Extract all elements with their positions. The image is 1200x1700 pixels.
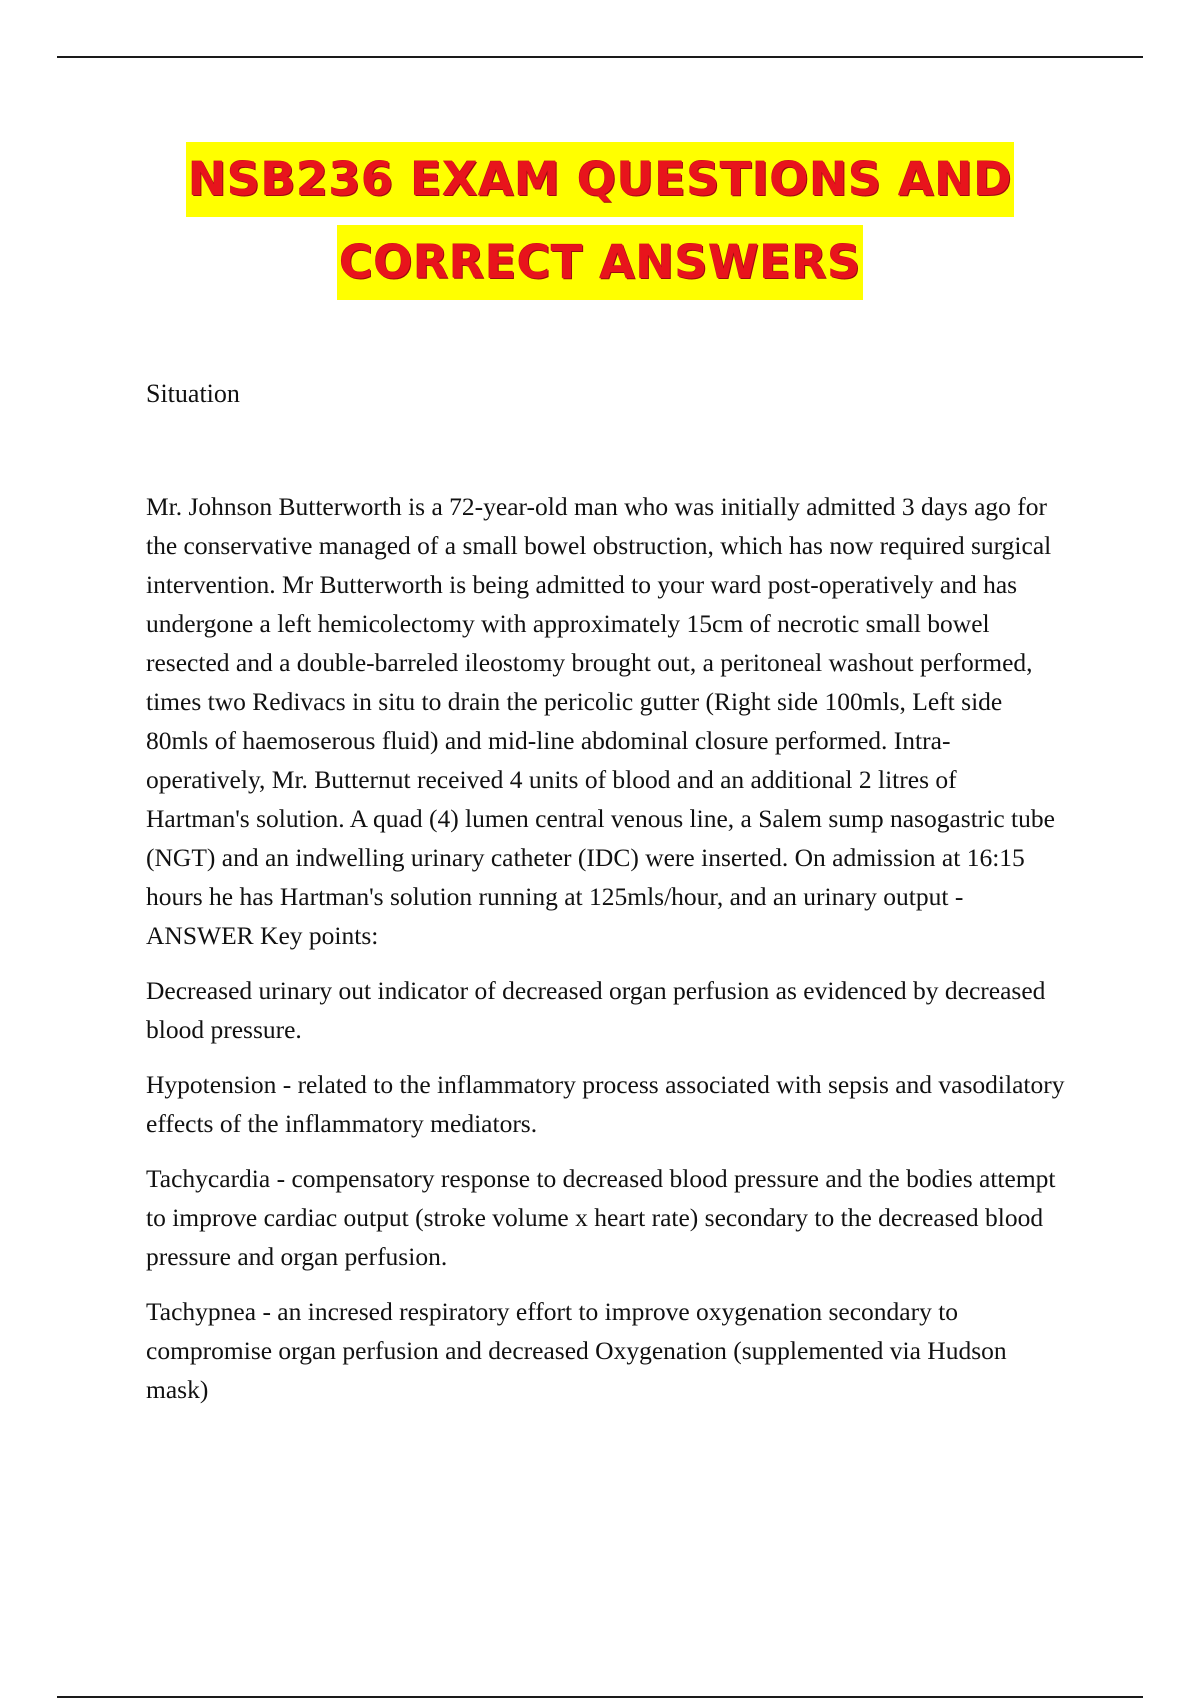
bottom-divider [57,1696,1143,1698]
scenario-paragraph: Mr. Johnson Butterworth is a 72-year-old man who was initially admitted 3 days ago for the conservative managed of a small bowel obstruction, which has now required surgical intervention. Mr Butterworth is being admitted to your ward post-operatively and has undergone a left hemicolectomy with approximately 15cm of necrotic small bowel resected and a double-barreled ileostomy brought out, a peritoneal washout performed, times two Redivacs in situ to drain the pericolic gutter (Right side 100mls, Left side 80mls of haemoserous fluid) and mid-line abdominal closure performed. Intra-operatively, Mr. Butternut received 4 units of blood and an additional 2 litres of Hartman's solution. A quad (4) lumen central venous line, a Salem sump nasogastric tube (NGT) and an indwelling urinary catheter (IDC) were inserted. On admission at 16:15 hours he has Hartman's solution running at 125mls/hour, and an urinary output - ANSWER Key points: [146,492,1055,950]
key-point-tachypnea: Tachypnea - an incresed respiratory effort to improve oxygenation secondary to compromise organ perfusion and decreased Oxygenation (supplemented via Hudson mask) [146,1297,1007,1404]
top-divider [57,56,1143,58]
key-point-hypotension: Hypotension - related to the inflammatory process associated with sepsis and vasodilatory effects of the inflammatory mediators. [146,1070,1065,1138]
section-label-situation: Situation [146,379,240,408]
document-body [146,487,1066,1425]
title-line-1: NSB236 EXAM QUESTIONS AND [186,142,1014,217]
title-line-2: CORRECT ANSWERS [337,225,863,300]
key-point-urinary-output: Decreased urinary out indicator of decreased organ perfusion as evidenced by decreased blood pressure. [146,976,1046,1044]
document-title [0,142,1200,308]
key-point-tachycardia: Tachycardia - compensatory response to decreased blood pressure and the bodies attempt to improve cardiac output (stroke volume x heart rate) secondary to the decreased blood pressure and organ perfusion. [146,1164,1056,1271]
